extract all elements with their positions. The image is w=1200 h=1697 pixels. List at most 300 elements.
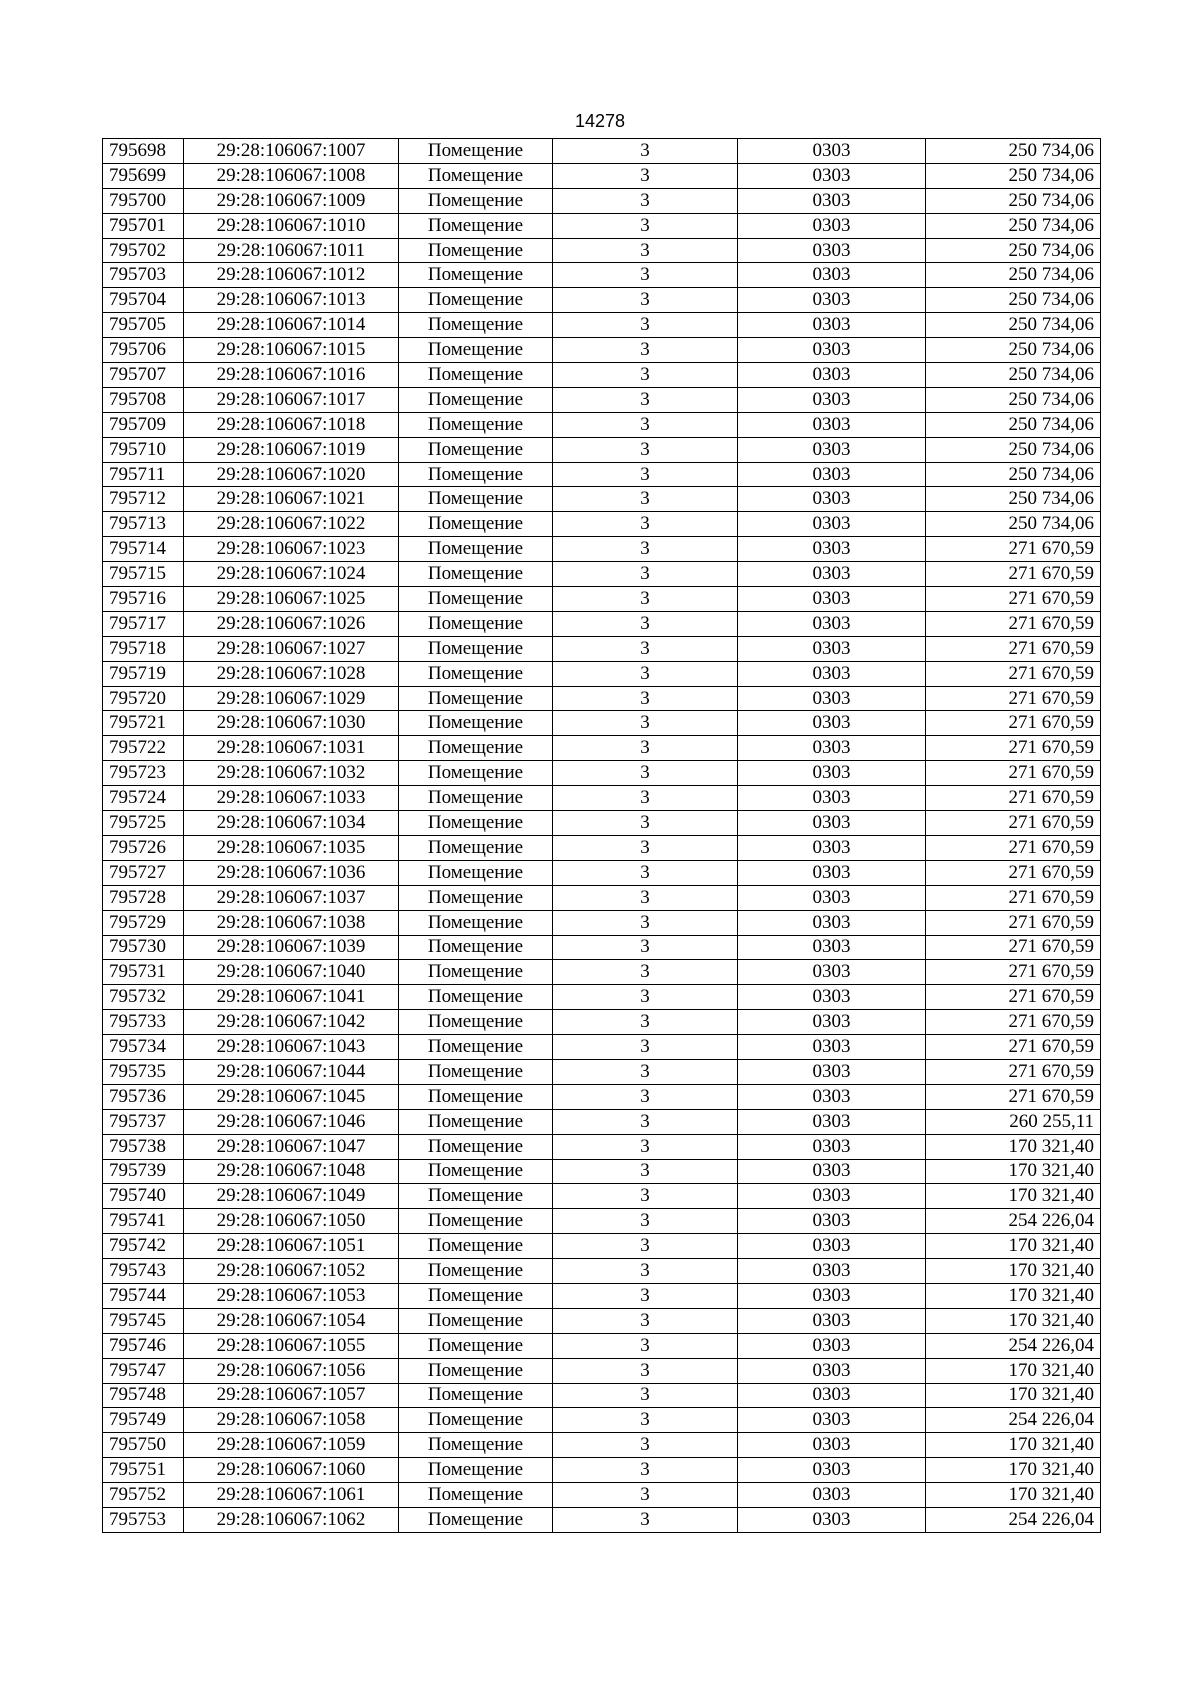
cadastral-number-cell: 29:28:106067:1021	[184, 487, 399, 512]
row-number-cell: 795703	[103, 263, 184, 288]
code-cell: 0303	[738, 163, 926, 188]
row-number-cell: 795745	[103, 1308, 184, 1333]
table-row	[103, 910, 1101, 935]
code-cell: 0303	[738, 512, 926, 537]
object-type-cell: Помещение	[399, 1059, 553, 1084]
cadastral-value-cell: 250 734,06	[926, 487, 1101, 512]
code-cell: 0303	[738, 437, 926, 462]
row-number-cell: 795711	[103, 462, 184, 487]
table-row	[103, 1308, 1101, 1333]
object-type-cell: Помещение	[399, 188, 553, 213]
count-cell: 3	[553, 611, 738, 636]
code-cell: 0303	[738, 313, 926, 338]
table-row	[103, 412, 1101, 437]
cadastral-number-cell: 29:28:106067:1018	[184, 412, 399, 437]
row-number-cell: 795736	[103, 1084, 184, 1109]
code-cell: 0303	[738, 835, 926, 860]
count-cell: 3	[553, 1383, 738, 1408]
cadastral-value-cell: 170 321,40	[926, 1383, 1101, 1408]
row-number-cell: 795725	[103, 811, 184, 836]
row-number-cell: 795717	[103, 611, 184, 636]
count-cell: 3	[553, 338, 738, 363]
object-type-cell: Помещение	[399, 1483, 553, 1508]
table-row	[103, 960, 1101, 985]
cadastral-number-cell: 29:28:106067:1011	[184, 238, 399, 263]
object-type-cell: Помещение	[399, 1010, 553, 1035]
cadastral-value-cell: 170 321,40	[926, 1458, 1101, 1483]
object-type-cell: Помещение	[399, 985, 553, 1010]
code-cell: 0303	[738, 1283, 926, 1308]
count-cell: 3	[553, 1358, 738, 1383]
cadastral-number-cell: 29:28:106067:1057	[184, 1383, 399, 1408]
cadastral-value-cell: 271 670,59	[926, 860, 1101, 885]
table-row	[103, 1059, 1101, 1084]
row-number-cell: 795716	[103, 587, 184, 612]
object-type-cell: Помещение	[399, 338, 553, 363]
cadastral-number-cell: 29:28:106067:1041	[184, 985, 399, 1010]
cadastral-value-cell: 254 226,04	[926, 1209, 1101, 1234]
cadastral-value-cell: 170 321,40	[926, 1433, 1101, 1458]
table-row	[103, 1109, 1101, 1134]
count-cell: 3	[553, 1433, 738, 1458]
count-cell: 3	[553, 835, 738, 860]
table-row	[103, 363, 1101, 388]
count-cell: 3	[553, 811, 738, 836]
cadastral-value-cell: 271 670,59	[926, 910, 1101, 935]
code-cell: 0303	[738, 1433, 926, 1458]
code-cell: 0303	[738, 1134, 926, 1159]
cadastral-value-cell: 271 670,59	[926, 537, 1101, 562]
cadastral-number-cell: 29:28:106067:1035	[184, 835, 399, 860]
object-type-cell: Помещение	[399, 661, 553, 686]
table-row	[103, 1358, 1101, 1383]
row-number-cell: 795746	[103, 1333, 184, 1358]
code-cell: 0303	[738, 1333, 926, 1358]
cadastral-value-cell: 250 734,06	[926, 163, 1101, 188]
cadastral-value-cell: 250 734,06	[926, 288, 1101, 313]
table-row	[103, 1159, 1101, 1184]
cadastral-value-cell: 271 670,59	[926, 761, 1101, 786]
code-cell: 0303	[738, 562, 926, 587]
table-row	[103, 437, 1101, 462]
table-row	[103, 487, 1101, 512]
cadastral-value-cell: 250 734,06	[926, 263, 1101, 288]
count-cell: 3	[553, 313, 738, 338]
cadastral-number-cell: 29:28:106067:1055	[184, 1333, 399, 1358]
code-cell: 0303	[738, 363, 926, 388]
cadastral-number-cell: 29:28:106067:1024	[184, 562, 399, 587]
code-cell: 0303	[738, 1358, 926, 1383]
code-cell: 0303	[738, 711, 926, 736]
code-cell: 0303	[738, 960, 926, 985]
code-cell: 0303	[738, 811, 926, 836]
table-row	[103, 835, 1101, 860]
cadastral-value-cell: 250 734,06	[926, 213, 1101, 238]
count-cell: 3	[553, 1458, 738, 1483]
row-number-cell: 795710	[103, 437, 184, 462]
code-cell: 0303	[738, 1035, 926, 1060]
cadastral-number-cell: 29:28:106067:1047	[184, 1134, 399, 1159]
cadastral-value-cell: 271 670,59	[926, 835, 1101, 860]
cadastral-number-cell: 29:28:106067:1032	[184, 761, 399, 786]
table-row	[103, 1433, 1101, 1458]
row-number-cell: 795701	[103, 213, 184, 238]
count-cell: 3	[553, 860, 738, 885]
cadastral-value-cell: 271 670,59	[926, 1035, 1101, 1060]
count-cell: 3	[553, 587, 738, 612]
row-number-cell: 795734	[103, 1035, 184, 1060]
cadastral-value-cell: 271 670,59	[926, 885, 1101, 910]
row-number-cell: 795753	[103, 1507, 184, 1532]
code-cell: 0303	[738, 885, 926, 910]
table-row	[103, 537, 1101, 562]
table-row	[103, 1084, 1101, 1109]
cadastral-value-cell: 250 734,06	[926, 437, 1101, 462]
count-cell: 3	[553, 412, 738, 437]
row-number-cell: 795702	[103, 238, 184, 263]
row-number-cell: 795738	[103, 1134, 184, 1159]
object-type-cell: Помещение	[399, 860, 553, 885]
count-cell: 3	[553, 1010, 738, 1035]
table-row	[103, 1333, 1101, 1358]
row-number-cell: 795732	[103, 985, 184, 1010]
cadastral-value-cell: 271 670,59	[926, 960, 1101, 985]
code-cell: 0303	[738, 1109, 926, 1134]
cadastral-value-cell: 271 670,59	[926, 1010, 1101, 1035]
cadastral-value-cell: 271 670,59	[926, 636, 1101, 661]
count-cell: 3	[553, 288, 738, 313]
code-cell: 0303	[738, 537, 926, 562]
cadastral-value-cell: 254 226,04	[926, 1333, 1101, 1358]
code-cell: 0303	[738, 1184, 926, 1209]
cadastral-number-cell: 29:28:106067:1040	[184, 960, 399, 985]
row-number-cell: 795722	[103, 736, 184, 761]
cadastral-value-cell: 250 734,06	[926, 139, 1101, 164]
cadastral-number-cell: 29:28:106067:1023	[184, 537, 399, 562]
table-row	[103, 686, 1101, 711]
cadastral-value-cell: 271 670,59	[926, 811, 1101, 836]
cadastral-value-cell: 250 734,06	[926, 238, 1101, 263]
table-row	[103, 786, 1101, 811]
object-type-cell: Помещение	[399, 910, 553, 935]
object-type-cell: Помещение	[399, 1234, 553, 1259]
cadastral-number-cell: 29:28:106067:1013	[184, 288, 399, 313]
cadastral-number-cell: 29:28:106067:1025	[184, 587, 399, 612]
cadastral-number-cell: 29:28:106067:1010	[184, 213, 399, 238]
code-cell: 0303	[738, 213, 926, 238]
count-cell: 3	[553, 910, 738, 935]
row-number-cell: 795724	[103, 786, 184, 811]
count-cell: 3	[553, 1209, 738, 1234]
cadastral-value-cell: 170 321,40	[926, 1358, 1101, 1383]
table-row	[103, 1507, 1101, 1532]
table-row	[103, 263, 1101, 288]
table-row	[103, 736, 1101, 761]
object-type-cell: Помещение	[399, 1433, 553, 1458]
object-type-cell: Помещение	[399, 686, 553, 711]
cadastral-number-cell: 29:28:106067:1039	[184, 935, 399, 960]
cadastral-number-cell: 29:28:106067:1031	[184, 736, 399, 761]
table-row	[103, 213, 1101, 238]
code-cell: 0303	[738, 1458, 926, 1483]
table-row	[103, 1134, 1101, 1159]
object-type-cell: Помещение	[399, 462, 553, 487]
count-cell: 3	[553, 437, 738, 462]
object-type-cell: Помещение	[399, 1184, 553, 1209]
cadastral-number-cell: 29:28:106067:1014	[184, 313, 399, 338]
cadastral-number-cell: 29:28:106067:1062	[184, 1507, 399, 1532]
cadastral-number-cell: 29:28:106067:1046	[184, 1109, 399, 1134]
cadastral-value-cell: 170 321,40	[926, 1483, 1101, 1508]
cadastral-number-cell: 29:28:106067:1036	[184, 860, 399, 885]
table-row	[103, 1209, 1101, 1234]
table-row	[103, 711, 1101, 736]
row-number-cell: 795721	[103, 711, 184, 736]
code-cell: 0303	[738, 686, 926, 711]
code-cell: 0303	[738, 387, 926, 412]
code-cell: 0303	[738, 1209, 926, 1234]
cadastral-value-cell: 170 321,40	[926, 1159, 1101, 1184]
cadastral-number-cell: 29:28:106067:1034	[184, 811, 399, 836]
table-row	[103, 1184, 1101, 1209]
table-row	[103, 1259, 1101, 1284]
row-number-cell: 795730	[103, 935, 184, 960]
object-type-cell: Помещение	[399, 611, 553, 636]
table-row	[103, 985, 1101, 1010]
code-cell: 0303	[738, 1234, 926, 1259]
table-row	[103, 288, 1101, 313]
code-cell: 0303	[738, 860, 926, 885]
count-cell: 3	[553, 1483, 738, 1508]
row-number-cell: 795706	[103, 338, 184, 363]
count-cell: 3	[553, 462, 738, 487]
row-number-cell: 795743	[103, 1259, 184, 1284]
count-cell: 3	[553, 711, 738, 736]
count-cell: 3	[553, 686, 738, 711]
code-cell: 0303	[738, 587, 926, 612]
code-cell: 0303	[738, 636, 926, 661]
row-number-cell: 795700	[103, 188, 184, 213]
count-cell: 3	[553, 636, 738, 661]
row-number-cell: 795750	[103, 1433, 184, 1458]
object-type-cell: Помещение	[399, 387, 553, 412]
cadastral-value-cell: 271 670,59	[926, 736, 1101, 761]
object-type-cell: Помещение	[399, 935, 553, 960]
object-type-cell: Помещение	[399, 835, 553, 860]
table-row	[103, 338, 1101, 363]
code-cell: 0303	[738, 1507, 926, 1532]
row-number-cell: 795741	[103, 1209, 184, 1234]
object-type-cell: Помещение	[399, 1283, 553, 1308]
row-number-cell: 795699	[103, 163, 184, 188]
row-number-cell: 795748	[103, 1383, 184, 1408]
cadastral-value-cell: 271 670,59	[926, 1059, 1101, 1084]
cadastral-number-cell: 29:28:106067:1056	[184, 1358, 399, 1383]
count-cell: 3	[553, 1507, 738, 1532]
cadastral-value-cell: 260 255,11	[926, 1109, 1101, 1134]
row-number-cell: 795715	[103, 562, 184, 587]
row-number-cell: 795713	[103, 512, 184, 537]
row-number-cell: 795747	[103, 1358, 184, 1383]
object-type-cell: Помещение	[399, 1109, 553, 1134]
count-cell: 3	[553, 139, 738, 164]
table-row	[103, 1383, 1101, 1408]
object-type-cell: Помещение	[399, 711, 553, 736]
count-cell: 3	[553, 487, 738, 512]
code-cell: 0303	[738, 1483, 926, 1508]
row-number-cell: 795733	[103, 1010, 184, 1035]
object-type-cell: Помещение	[399, 1408, 553, 1433]
row-number-cell: 795729	[103, 910, 184, 935]
table-row	[103, 462, 1101, 487]
row-number-cell: 795705	[103, 313, 184, 338]
cadastral-number-cell: 29:28:106067:1045	[184, 1084, 399, 1109]
object-type-cell: Помещение	[399, 1308, 553, 1333]
cadastral-number-cell: 29:28:106067:1008	[184, 163, 399, 188]
object-type-cell: Помещение	[399, 1209, 553, 1234]
row-number-cell: 795714	[103, 537, 184, 562]
table-row	[103, 1010, 1101, 1035]
table-row	[103, 238, 1101, 263]
cadastral-value-cell: 250 734,06	[926, 412, 1101, 437]
cadastral-value-cell: 254 226,04	[926, 1408, 1101, 1433]
cadastral-number-cell: 29:28:106067:1054	[184, 1308, 399, 1333]
row-number-cell: 795742	[103, 1234, 184, 1259]
object-type-cell: Помещение	[399, 139, 553, 164]
cadastral-number-cell: 29:28:106067:1009	[184, 188, 399, 213]
code-cell: 0303	[738, 910, 926, 935]
object-type-cell: Помещение	[399, 960, 553, 985]
table-row	[103, 1283, 1101, 1308]
count-cell: 3	[553, 537, 738, 562]
object-type-cell: Помещение	[399, 786, 553, 811]
count-cell: 3	[553, 1159, 738, 1184]
object-type-cell: Помещение	[399, 1458, 553, 1483]
cadastral-number-cell: 29:28:106067:1020	[184, 462, 399, 487]
cadastral-number-cell: 29:28:106067:1028	[184, 661, 399, 686]
table-row	[103, 636, 1101, 661]
cadastral-value-cell: 271 670,59	[926, 562, 1101, 587]
count-cell: 3	[553, 661, 738, 686]
object-type-cell: Помещение	[399, 761, 553, 786]
table-row	[103, 1408, 1101, 1433]
row-number-cell: 795739	[103, 1159, 184, 1184]
cadastral-number-cell: 29:28:106067:1017	[184, 387, 399, 412]
object-type-cell: Помещение	[399, 313, 553, 338]
object-type-cell: Помещение	[399, 1134, 553, 1159]
cadastral-number-cell: 29:28:106067:1050	[184, 1209, 399, 1234]
object-type-cell: Помещение	[399, 537, 553, 562]
count-cell: 3	[553, 213, 738, 238]
row-number-cell: 795737	[103, 1109, 184, 1134]
count-cell: 3	[553, 1035, 738, 1060]
row-number-cell: 795698	[103, 139, 184, 164]
cadastral-number-cell: 29:28:106067:1027	[184, 636, 399, 661]
count-cell: 3	[553, 1184, 738, 1209]
cadastral-value-cell: 254 226,04	[926, 1507, 1101, 1532]
row-number-cell: 795727	[103, 860, 184, 885]
code-cell: 0303	[738, 985, 926, 1010]
cadastral-value-cell: 170 321,40	[926, 1259, 1101, 1284]
table-row	[103, 562, 1101, 587]
cadastral-number-cell: 29:28:106067:1058	[184, 1408, 399, 1433]
code-cell: 0303	[738, 1259, 926, 1284]
count-cell: 3	[553, 238, 738, 263]
cadastral-value-cell: 271 670,59	[926, 935, 1101, 960]
count-cell: 3	[553, 885, 738, 910]
table-row	[103, 1234, 1101, 1259]
row-number-cell: 795709	[103, 412, 184, 437]
count-cell: 3	[553, 786, 738, 811]
code-cell: 0303	[738, 412, 926, 437]
count-cell: 3	[553, 1308, 738, 1333]
count-cell: 3	[553, 1259, 738, 1284]
code-cell: 0303	[738, 1059, 926, 1084]
code-cell: 0303	[738, 786, 926, 811]
object-type-cell: Помещение	[399, 1507, 553, 1532]
object-type-cell: Помещение	[399, 587, 553, 612]
table-row	[103, 1458, 1101, 1483]
code-cell: 0303	[738, 487, 926, 512]
row-number-cell: 795740	[103, 1184, 184, 1209]
cadastral-value-cell: 271 670,59	[926, 587, 1101, 612]
cadastral-value-cell: 250 734,06	[926, 462, 1101, 487]
count-cell: 3	[553, 363, 738, 388]
count-cell: 3	[553, 1283, 738, 1308]
cadastral-number-cell: 29:28:106067:1007	[184, 139, 399, 164]
cadastral-number-cell: 29:28:106067:1048	[184, 1159, 399, 1184]
cadastral-number-cell: 29:28:106067:1044	[184, 1059, 399, 1084]
cadastral-number-cell: 29:28:106067:1060	[184, 1458, 399, 1483]
count-cell: 3	[553, 761, 738, 786]
cadastral-number-cell: 29:28:106067:1026	[184, 611, 399, 636]
code-cell: 0303	[738, 188, 926, 213]
cadastral-value-cell: 271 670,59	[926, 786, 1101, 811]
object-type-cell: Помещение	[399, 1358, 553, 1383]
code-cell: 0303	[738, 761, 926, 786]
cadastral-number-cell: 29:28:106067:1038	[184, 910, 399, 935]
code-cell: 0303	[738, 661, 926, 686]
row-number-cell: 795704	[103, 288, 184, 313]
row-number-cell: 795751	[103, 1458, 184, 1483]
cadastral-value-cell: 271 670,59	[926, 661, 1101, 686]
count-cell: 3	[553, 736, 738, 761]
cadastral-value-cell: 271 670,59	[926, 1084, 1101, 1109]
cadastral-value-cell: 170 321,40	[926, 1234, 1101, 1259]
cadastral-value-cell: 271 670,59	[926, 611, 1101, 636]
code-cell: 0303	[738, 263, 926, 288]
object-type-cell: Помещение	[399, 288, 553, 313]
cadastral-number-cell: 29:28:106067:1043	[184, 1035, 399, 1060]
object-type-cell: Помещение	[399, 1333, 553, 1358]
cadastral-number-cell: 29:28:106067:1037	[184, 885, 399, 910]
cadastral-value-cell: 250 734,06	[926, 363, 1101, 388]
object-type-cell: Помещение	[399, 263, 553, 288]
object-type-cell: Помещение	[399, 437, 553, 462]
row-number-cell: 795708	[103, 387, 184, 412]
row-number-cell: 795718	[103, 636, 184, 661]
cadastral-number-cell: 29:28:106067:1019	[184, 437, 399, 462]
row-number-cell: 795723	[103, 761, 184, 786]
cadastral-value-cell: 250 734,06	[926, 188, 1101, 213]
table-row	[103, 139, 1101, 164]
code-cell: 0303	[738, 1383, 926, 1408]
count-cell: 3	[553, 1408, 738, 1433]
count-cell: 3	[553, 188, 738, 213]
object-type-cell: Помещение	[399, 736, 553, 761]
object-type-cell: Помещение	[399, 885, 553, 910]
cadastral-number-cell: 29:28:106067:1049	[184, 1184, 399, 1209]
